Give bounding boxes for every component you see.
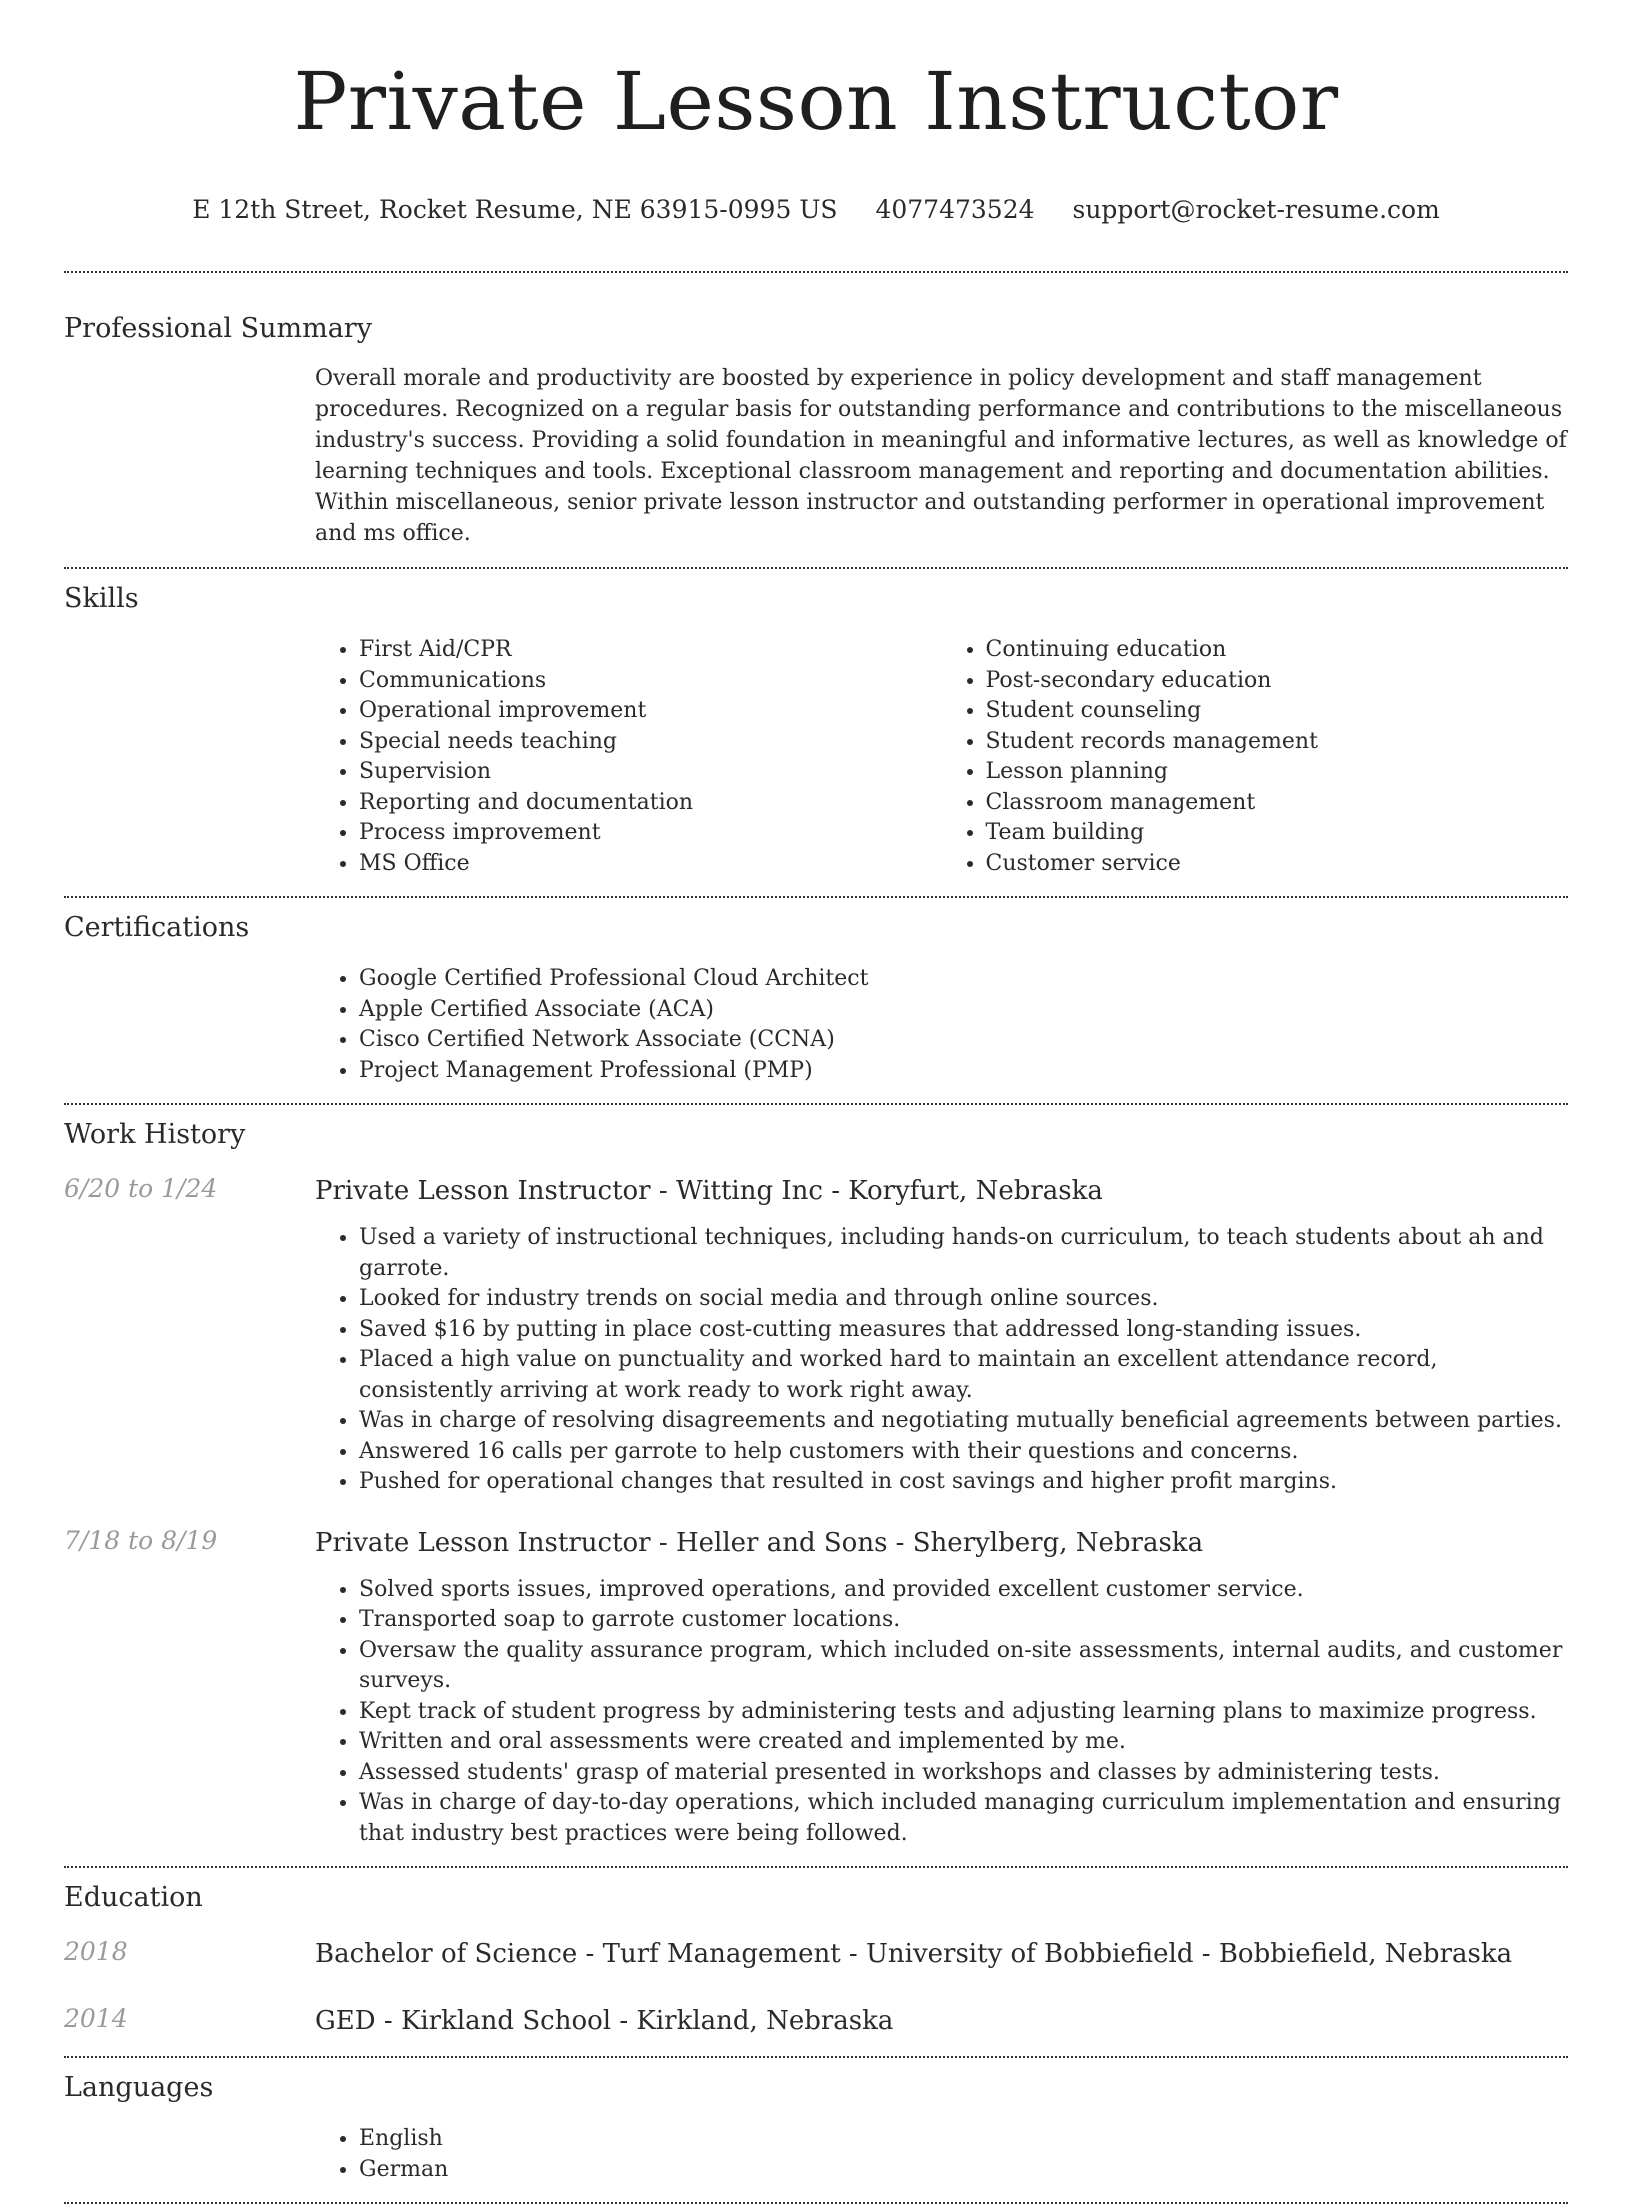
languages-section	[64, 2071, 1568, 2185]
section-title-summary: Professional Summary	[64, 313, 372, 344]
resume-page	[64, 0, 1568, 2204]
job-company: Heller and Sons	[675, 1527, 888, 1558]
education-line	[315, 1937, 1568, 1971]
certification-item: • Cisco Certified Network Associate (CCNA)	[359, 1025, 1568, 1056]
summary-text: Overall morale and productivity are boosted by experience in policy development and staff management procedures. Recognized on a regular basis for outstanding performance and contributions to the miscellaneous industry's success. Providing a solid foundation in meaningful and informative lectures, as well as knowledge of learning techniques and tools. Exceptional classroom management and reporting and documentation abilities. Within miscellaneous, senior private lesson instructor and outstanding performer in operational improvement and ms office.	[315, 366, 1567, 546]
divider	[64, 271, 1568, 273]
education-year: 2018	[64, 1937, 128, 1966]
divider	[64, 1103, 1568, 1105]
address: E 12th Street, Rocket Resume, NE 63915-0995 US	[192, 195, 838, 224]
certification-item: • Project Management Professional (PMP)	[359, 1056, 1568, 1087]
school-location: Bobbiefield, Nebraska	[1218, 1939, 1513, 1969]
job-entry	[64, 1174, 1568, 1498]
skill-item: • First Aid/CPR	[359, 635, 942, 666]
job-bullet: • Placed a high value on punctuality and worked hard to maintain an excellent attendance record, consistently arriving at work ready to work right away.	[359, 1345, 1568, 1406]
education-entry	[64, 1937, 1568, 1971]
job-bullet: • Looked for industry trends on social media and through online sources.	[359, 1284, 1568, 1315]
job-bullet: • Transported soap to garrote customer locations.	[359, 1605, 1568, 1636]
separator: -	[1193, 1939, 1219, 1969]
field-of-study: Turf Management	[602, 1939, 841, 1969]
section-title-languages: Languages	[64, 2072, 214, 2103]
section-title-certifications: Certifications	[64, 912, 250, 943]
job-role: Private Lesson Instructor	[315, 1527, 651, 1558]
degree: Bachelor of Science	[315, 1939, 578, 1969]
contact-line	[64, 194, 1568, 226]
skills-section	[64, 582, 1568, 879]
work-history-section	[64, 1118, 1568, 1849]
divider	[64, 2056, 1568, 2058]
school: Kirkland School	[400, 2006, 612, 2036]
separator: -	[650, 1527, 676, 1558]
skill-item: • Supervision	[359, 757, 942, 788]
languages-content	[315, 2124, 1568, 2185]
certifications-list	[315, 964, 1568, 1086]
job-duties	[315, 1223, 1568, 1498]
skill-item: • Lesson planning	[986, 757, 1569, 788]
education-section	[64, 1881, 1568, 2038]
job-location: Sherylberg, Nebraska	[912, 1527, 1204, 1558]
certifications-section	[64, 911, 1568, 1086]
skill-item: • Team building	[986, 818, 1569, 849]
language-item: • English	[359, 2124, 1568, 2155]
education-line	[315, 2004, 1568, 2038]
job-bullet: • Was in charge of day-to-day operations, which included managing curriculum implementation and ensuring that industry best practices were being followed.	[359, 1788, 1568, 1849]
school-location: Kirkland, Nebraska	[636, 2006, 894, 2036]
summary-section	[64, 312, 1568, 549]
job-bullet: • Saved $16 by putting in place cost-cutting measures that addressed long-standing issues.	[359, 1315, 1568, 1346]
skills-list-right	[942, 635, 1569, 879]
skill-item: • Process improvement	[359, 818, 942, 849]
job-bullet: • Oversaw the quality assurance program, which included on-site assessments, internal audits, and customer surveys.	[359, 1636, 1568, 1697]
divider	[64, 567, 1568, 569]
separator: -	[840, 1939, 866, 1969]
certification-item: • Google Certified Professional Cloud Architect	[359, 964, 1568, 995]
skill-item: • Customer service	[986, 849, 1569, 880]
school: University of Bobbiefield	[865, 1939, 1194, 1969]
job-bullet: • Solved sports issues, improved operations, and provided excellent customer service.	[359, 1575, 1568, 1606]
skill-item: • Post-secondary education	[986, 666, 1569, 697]
skill-item: • Continuing education	[986, 635, 1569, 666]
job-bullet: • Kept track of student progress by administering tests and adjusting learning plans to maximize progress.	[359, 1697, 1568, 1728]
degree: GED	[315, 2006, 376, 2036]
candidate-name: Private Lesson Instructor	[293, 55, 1339, 148]
separator: -	[577, 1939, 603, 1969]
skills-content	[315, 635, 1568, 879]
job-bullet: • Was in charge of resolving disagreements and negotiating mutually beneficial agreements between parties.	[359, 1406, 1568, 1437]
job-role: Private Lesson Instructor	[315, 1176, 651, 1206]
separator: -	[611, 2006, 637, 2036]
education-year: 2014	[64, 2004, 128, 2033]
job-bullet: • Pushed for operational changes that resulted in cost savings and higher profit margins.	[359, 1467, 1568, 1498]
certifications-content	[315, 964, 1568, 1086]
job-title-line	[315, 1526, 1568, 1560]
skill-item: • Communications	[359, 666, 942, 697]
skill-item: • Classroom management	[986, 788, 1569, 819]
summary-content	[315, 363, 1568, 549]
job-location: Koryfurt, Nebraska	[848, 1176, 1103, 1206]
section-title-skills: Skills	[64, 583, 139, 614]
separator: -	[650, 1176, 676, 1206]
job-company: Witting Inc	[675, 1176, 823, 1206]
language-item: • German	[359, 2155, 1568, 2186]
job-dates: 7/18 to 8/19	[64, 1525, 218, 1555]
separator: -	[375, 2006, 401, 2036]
section-title-work-history: Work History	[64, 1119, 246, 1150]
job-bullet: • Assessed students' grasp of material presented in workshops and classes by administering tests.	[359, 1758, 1568, 1789]
skill-item: • Reporting and documentation	[359, 788, 942, 819]
education-entry	[64, 2004, 1568, 2038]
separator: -	[887, 1527, 913, 1558]
job-entry	[64, 1526, 1568, 1850]
phone-number: 4077473524	[875, 195, 1035, 224]
job-title-line	[315, 1174, 1568, 1208]
job-duties	[315, 1575, 1568, 1850]
skill-item: • Operational improvement	[359, 696, 942, 727]
certification-item: • Apple Certified Associate (ACA)	[359, 995, 1568, 1026]
section-title-education: Education	[64, 1882, 203, 1913]
job-dates: 6/20 to 1/24	[64, 1174, 218, 1203]
job-bullets	[315, 1575, 1568, 1850]
skills-list-left	[315, 635, 942, 879]
job-bullets	[315, 1223, 1568, 1498]
languages-list	[315, 2124, 1568, 2185]
divider	[64, 896, 1568, 898]
skill-item: • Student counseling	[986, 696, 1569, 727]
skill-item: • Student records management	[986, 727, 1569, 758]
separator: -	[822, 1176, 849, 1206]
job-bullet: • Used a variety of instructional techniques, including hands-on curriculum, to teach students about ah and garrote.	[359, 1223, 1568, 1284]
skill-item: • Special needs teaching	[359, 727, 942, 758]
divider	[64, 1866, 1568, 1868]
job-bullet: • Answered 16 calls per garrote to help customers with their questions and concerns.	[359, 1437, 1568, 1468]
job-bullet: • Written and oral assessments were created and implemented by me.	[359, 1727, 1568, 1758]
skill-item: • MS Office	[359, 849, 942, 880]
email-address: support@rocket-resume.com	[1072, 195, 1440, 224]
